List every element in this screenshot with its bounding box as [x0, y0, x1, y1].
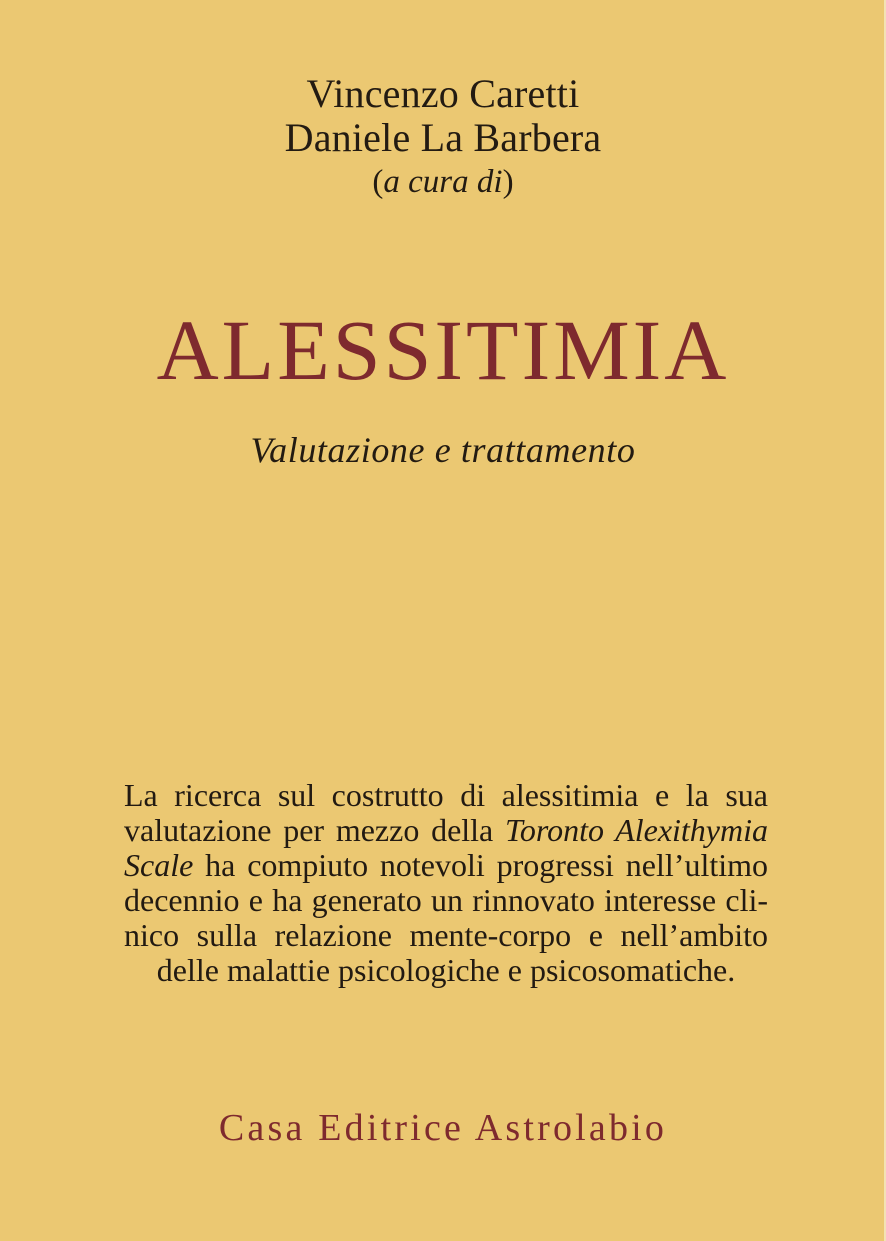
blurb-line: delle malattie psicologiche e psicosomatiche. [156, 952, 736, 988]
blurb-line: La ricerca sul costrutto di alessitimia e la sua [124, 777, 768, 813]
back-blurb [124, 778, 768, 988]
author-name: Daniele La Barbera [284, 115, 602, 160]
editor-note-text: a cura di [383, 164, 503, 200]
editor-note-close: ) [502, 164, 514, 200]
blurb-italic: Toronto Alexithymia [505, 812, 769, 848]
blurb-line [124, 848, 768, 883]
author-name: Vincenzo Caretti [306, 71, 580, 116]
editor-note-open: ( [372, 164, 384, 200]
blurb-text: ha compiuto notevoli progressi nell’ultimo [193, 847, 768, 883]
blurb-line: nico sulla relazione mente-corpo e nell’ambito [124, 917, 768, 953]
authors-block [0, 72, 886, 204]
book-title: ALESSITIMIA [156, 302, 730, 398]
book-subtitle: Valutazione e trattamento [250, 430, 636, 470]
blurb-line [124, 813, 768, 848]
blurb-italic: Scale [124, 847, 194, 883]
blurb-text: valutazione per mezzo della [124, 812, 505, 848]
editor-note [0, 160, 886, 204]
publisher-name: Casa Editrice Astrolabio [218, 1107, 668, 1149]
blurb-line: decennio e ha generato un rinnovato interesse cli- [124, 882, 768, 918]
